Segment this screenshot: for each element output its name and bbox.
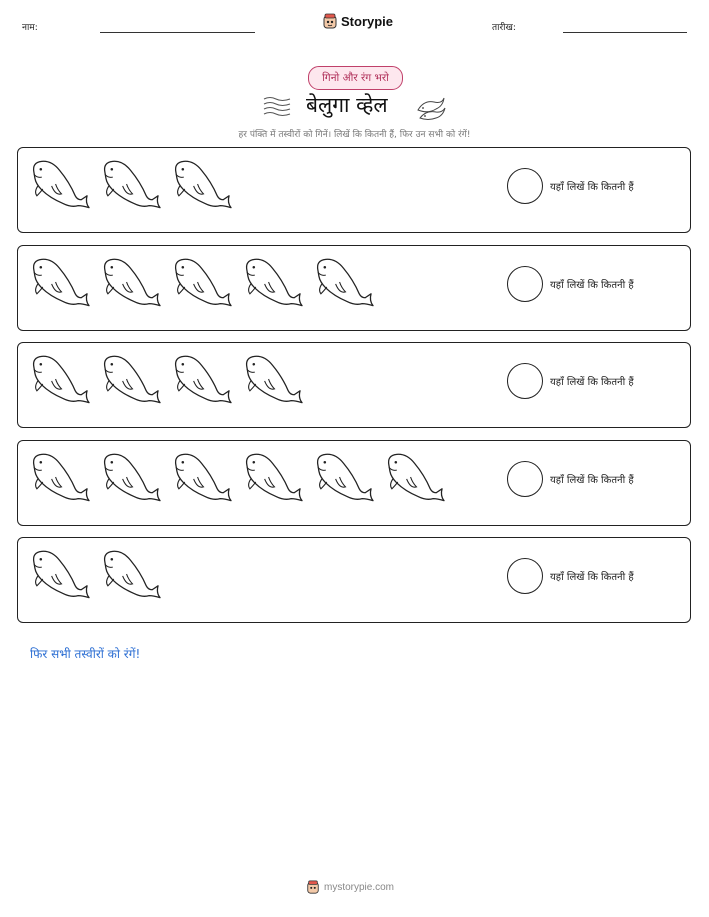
beluga-whale-icon [28,156,91,214]
beluga-whale-icon [170,254,233,312]
page-title: बेलुगा व्हेल [306,93,388,117]
beluga-whale-icon [312,254,375,312]
answer-label: यहाँ लिखें कि कितनी हैं [550,182,634,193]
storypie-mascot-icon [322,13,338,29]
instructions: हर पंक्ति में तस्वीरों को गिनें। लिखें कि कितनी हैं, फिर उन सभी को रंगें! [238,130,471,140]
coloring-note: फिर सभी तस्वीरों को रंगें! [30,647,141,661]
footer [306,880,394,894]
beluga-whale-icon [170,449,233,507]
count-row [17,537,691,623]
count-row [17,147,691,233]
beluga-whale-icon [241,351,304,409]
count-row [17,245,691,331]
count-row [17,440,691,526]
name-label: नाम: [22,23,38,33]
activity-badge: गिनो और रंग भरो [308,66,403,90]
date-label: तारीख: [492,23,516,33]
answer-label: यहाँ लिखें कि कितनी हैं [550,572,634,583]
beluga-whale-icon [312,449,375,507]
answer-label: यहाँ लिखें कि कितनी हैं [550,377,634,388]
name-line[interactable] [100,32,255,33]
beluga-whale-icon [99,254,162,312]
answer-circle[interactable] [507,363,543,399]
beluga-whale-icon [28,449,91,507]
storypie-mascot-icon [306,880,320,894]
beluga-whale-icon [241,449,304,507]
answer-circle[interactable] [507,266,543,302]
beluga-whale-icon [99,449,162,507]
beluga-whale-icon [28,351,91,409]
beluga-whale-icon [170,351,233,409]
whale-group [28,156,233,214]
beluga-whale-icon [99,351,162,409]
beluga-whale-icon [28,254,91,312]
beluga-whale-icon [99,156,162,214]
answer-circle[interactable] [507,168,543,204]
count-row [17,342,691,428]
answer-label: यहाँ लिखें कि कितनी हैं [550,475,634,486]
date-line[interactable] [563,32,687,33]
answer-label: यहाँ लिखें कि कितनी हैं [550,280,634,291]
beluga-whale-icon [28,546,91,604]
decor-scribble-icon [262,95,292,117]
answer-circle[interactable] [507,558,543,594]
whale-group [28,254,375,312]
brand-logo [322,13,393,29]
beluga-whale-icon [383,449,446,507]
brand-name: Storypie [341,13,394,29]
whale-group [28,449,446,507]
whale-group [28,351,304,409]
beluga-whale-icon [99,546,162,604]
beluga-whale-icon [241,254,304,312]
whale-group [28,546,162,604]
footer-site: mystorypie.com [324,881,395,893]
whale-pair-icon [414,90,448,122]
beluga-whale-icon [170,156,233,214]
answer-circle[interactable] [507,461,543,497]
